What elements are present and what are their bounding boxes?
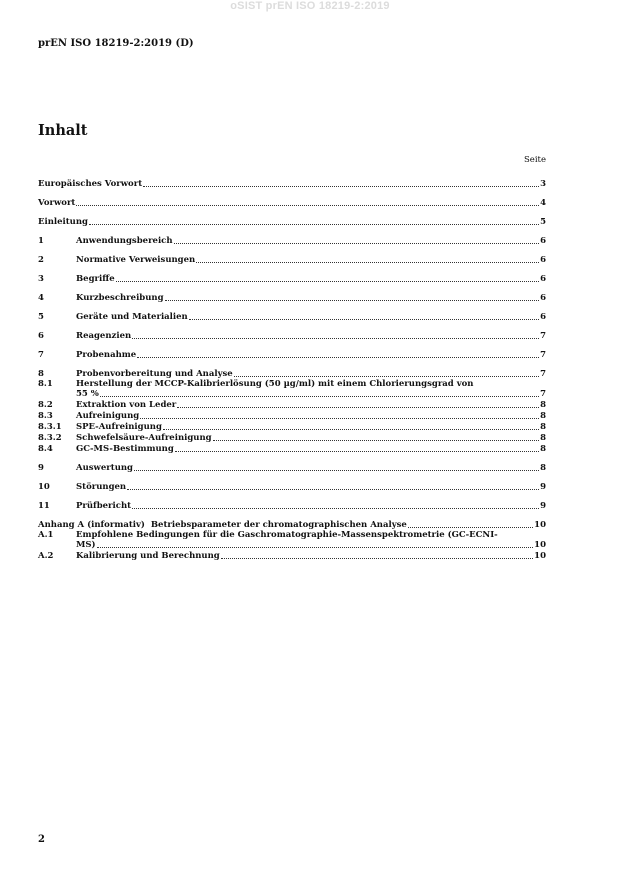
toc-entry-10[interactable] (38, 482, 546, 492)
toc-entry-title: Normative Verweisungen (76, 255, 196, 265)
toc-entry-5[interactable] (38, 312, 546, 322)
toc-entry-page: 6 (540, 236, 546, 246)
toc-entry-page: 9 (540, 482, 546, 492)
page-number: 2 (38, 834, 45, 845)
toc-entry-8-2[interactable] (38, 400, 546, 410)
toc-entry-title: Störungen (76, 482, 127, 492)
toc-entry-number: 8.3.1 (38, 422, 62, 432)
toc-leader-dots (189, 319, 539, 320)
toc-entry-title: Auswertung (76, 463, 133, 473)
toc-entry-number: 1 (38, 236, 44, 246)
toc-entry-3[interactable] (38, 274, 546, 284)
toc-entry-8-3[interactable] (38, 411, 546, 421)
watermark: oSIST prEN ISO 18219-2:2019 (230, 0, 390, 12)
toc-entry-title: Europäisches Vorwort (38, 179, 143, 189)
toc-entry-title: Aufreinigung (76, 411, 140, 421)
toc-leader-dots (132, 338, 539, 339)
toc-leader-dots (97, 547, 534, 548)
toc-leader-dots (174, 243, 540, 244)
toc-entry-title: Kurzbeschreibung (76, 293, 164, 303)
toc-entry-page: 6 (540, 293, 546, 303)
toc-leader-dots (127, 489, 539, 490)
toc-entry-4[interactable] (38, 293, 546, 303)
toc-entry-number: A.1 (38, 530, 54, 540)
toc-entry-6[interactable] (38, 331, 546, 341)
toc-entry-title: Reagenzien (76, 331, 132, 341)
toc-leader-dots (140, 418, 539, 419)
toc-entry-number: 7 (38, 350, 44, 360)
toc-entry-page: 8 (540, 463, 546, 473)
toc-entry-page: 6 (540, 255, 546, 265)
toc-entry-8-3-1[interactable] (38, 422, 546, 432)
toc-entry-title: Probenahme (76, 350, 137, 360)
toc-entry-9[interactable] (38, 463, 546, 473)
toc-entry-number: 3 (38, 274, 44, 284)
toc-entry-number: 10 (38, 482, 50, 492)
toc-leader-dots (175, 451, 539, 452)
toc-entry-page: 3 (540, 179, 546, 189)
toc-entry-title: Prüfbericht (76, 501, 132, 511)
toc-leader-dots (177, 407, 539, 408)
toc-entry-number: 9 (38, 463, 44, 473)
toc-entry-page: 10 (534, 540, 546, 550)
toc-entry-a-1[interactable] (38, 530, 546, 550)
toc-entry-8-1[interactable] (38, 379, 546, 399)
toc-entry-continuation (38, 389, 546, 399)
toc-entry-number: 4 (38, 293, 44, 303)
toc-leader-dots (132, 508, 539, 509)
toc-entry-page: 10 (534, 551, 546, 561)
toc-leader-dots (143, 186, 539, 187)
toc-entry-title: SPE-Aufreinigung (76, 422, 162, 432)
toc-entry-8[interactable] (38, 369, 546, 379)
toc-entry-vorwort[interactable] (38, 198, 546, 208)
toc-entry-page: 4 (540, 198, 546, 208)
toc-entry-1[interactable] (38, 236, 546, 246)
toc-entry-number: A.2 (38, 551, 54, 561)
table-of-contents (38, 179, 546, 561)
toc-entry-7[interactable] (38, 350, 546, 360)
toc-entry-page: 6 (540, 312, 546, 322)
toc-entry-anhang-a[interactable] (38, 520, 546, 530)
toc-entry-europaeisches-vorwort[interactable] (38, 179, 546, 189)
toc-leader-dots (100, 396, 539, 397)
toc-entry-11[interactable] (38, 501, 546, 511)
toc-entry-number: 6 (38, 331, 44, 341)
toc-entry-page: 7 (540, 331, 546, 341)
toc-entry-number: 8.1 (38, 379, 53, 389)
toc-leader-dots (116, 281, 539, 282)
toc-entry-8-4[interactable] (38, 444, 546, 454)
toc-leader-dots (165, 300, 540, 301)
toc-leader-dots (213, 440, 539, 441)
toc-entry-page: 9 (540, 501, 546, 511)
toc-entry-page: 8 (540, 444, 546, 454)
toc-entry-page: 5 (540, 217, 546, 227)
toc-leader-dots (76, 205, 539, 206)
toc-leader-dots (89, 224, 539, 225)
toc-leader-dots (163, 429, 539, 430)
toc-entry-number: 11 (38, 501, 50, 511)
toc-leader-dots (134, 470, 539, 471)
toc-entry-title: Begriffe (76, 274, 115, 284)
toc-entry-title-continued: 55 % (76, 389, 99, 399)
toc-entry-number: 8.3.2 (38, 433, 62, 443)
toc-leader-dots (234, 376, 539, 377)
toc-entry-number: 5 (38, 312, 44, 322)
toc-leader-dots (408, 527, 533, 528)
toc-entry-first-line (38, 379, 546, 389)
toc-entry-title: Anhang A (informativ) Betriebsparameter der chromatographischen Analyse (38, 520, 407, 530)
toc-entry-page: 8 (540, 411, 546, 421)
toc-entry-title: Herstellung der MCCP-Kalibrierlösung (50 µg/ml) mit einem Chlorierungsgrad von (76, 379, 474, 389)
toc-entry-title: Einleitung (38, 217, 88, 227)
toc-entry-2[interactable] (38, 255, 546, 265)
toc-entry-title: Probenvorbereitung und Analyse (76, 369, 233, 379)
toc-entry-title: Geräte und Materialien (76, 312, 188, 322)
toc-entry-8-3-2[interactable] (38, 433, 546, 443)
toc-leader-dots (137, 357, 539, 358)
toc-entry-page: 7 (540, 350, 546, 360)
toc-entry-title: Extraktion von Leder (76, 400, 177, 410)
toc-entry-number: 8.2 (38, 400, 53, 410)
toc-entry-page: 7 (540, 389, 546, 399)
toc-entry-title: Vorwort (38, 198, 76, 208)
toc-entry-einleitung[interactable] (38, 217, 546, 227)
toc-entry-a-2[interactable] (38, 551, 546, 561)
toc-entry-page: 8 (540, 433, 546, 443)
toc-entry-title: Kalibrierung und Berechnung (76, 551, 220, 561)
toc-entry-number: 8.3 (38, 411, 53, 421)
toc-entry-page: 7 (540, 369, 546, 379)
toc-entry-page: 6 (540, 274, 546, 284)
toc-entry-title: Empfohlene Bedingungen für die Gaschromatographie-Massenspektrometrie (GC-ECNI- (76, 530, 498, 540)
toc-entry-title: Schwefelsäure-Aufreinigung (76, 433, 212, 443)
toc-entry-page: 10 (534, 520, 546, 530)
toc-entry-title: Anwendungsbereich (76, 236, 173, 246)
toc-leader-dots (221, 558, 533, 559)
toc-entry-number: 2 (38, 255, 44, 265)
toc-entry-page: 8 (540, 400, 546, 410)
toc-entry-page: 8 (540, 422, 546, 432)
toc-entry-first-line (38, 530, 546, 540)
page-column-label: Seite (523, 155, 546, 165)
toc-leader-dots (196, 262, 539, 263)
toc-entry-continuation (38, 540, 546, 550)
document-id: prEN ISO 18219-2:2019 (D) (38, 38, 194, 49)
toc-entry-title-continued: MS) (76, 540, 96, 550)
toc-entry-number: 8.4 (38, 444, 53, 454)
toc-heading: Inhalt (38, 122, 88, 139)
toc-entry-title: GC-MS-Bestimmung (76, 444, 174, 454)
toc-entry-number: 8 (38, 369, 44, 379)
